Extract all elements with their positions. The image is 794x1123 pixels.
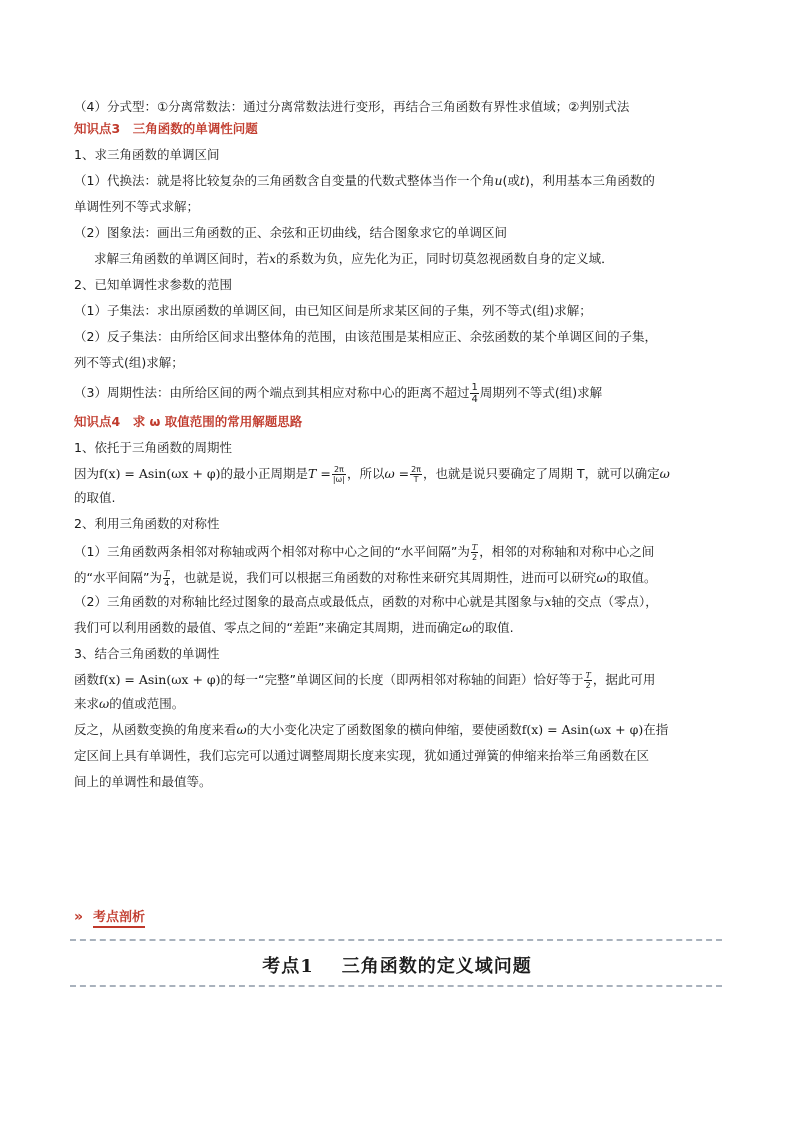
para-periodicity: 1、依托于三角函数的周期性 <box>74 440 232 455</box>
para-anti-subset-cont: 列不等式(组)求解； <box>74 355 184 370</box>
para-conversely-end: 间上的单调性和最值等。 <box>74 774 212 789</box>
para-param-range: 2、已知单调性求参数的范围 <box>74 277 232 292</box>
para-symmetry: 2、利用三角函数的对称性 <box>74 516 220 531</box>
para-substitution: （1）代换法：就是将比较复杂的三角函数含自变量的代数式整体当作一个角u(或t)，利用基本三角函数的 <box>74 173 655 188</box>
section-label: 考点剖析 <box>93 906 145 928</box>
para-coefficient-note: 求解三角函数的单调区间时，若x的系数为负，应先化为正，同时切莫忽视函数自身的定义域． <box>94 251 614 266</box>
heading-point-4: 知识点4 求 ω 取值范围的常用解题思路 <box>74 414 303 429</box>
para-symmetry-2-cont: 我们可以利用函数的最值、零点之间的“差距”来确定其周期，进而确定ω的取值. <box>74 620 514 635</box>
para-conversely: 反之，从函数变换的角度来看ω的大小变化决定了函数图象的横向伸缩，要使函数f(x) = Asin(ωx + φ)在指 <box>74 722 669 737</box>
para-anti-subset: （2）反子集法：由所给区间求出整体角的范围，由该范围是某相应正、余弦函数的某个单调区间的子集， <box>74 329 657 344</box>
para-symmetry-2: （2）三角函数的对称轴比经过图象的最高点或最低点，函数的对称中心就是其图象与x轴的交点（零点）， <box>74 594 658 609</box>
fraction-quarter: $\frac{1}{4}$ <box>471 382 478 405</box>
para-subset-method: （1）子集法：求出原函数的单调区间，由已知区间是所求某区间的子集，列不等式(组)求解； <box>74 303 592 318</box>
para-monotonicity: 3、结合三角函数的单调性 <box>74 646 220 661</box>
exam-point-title <box>0 952 794 978</box>
para-monotonic-length: 函数f(x) = Asin(ωx + φ)的每一“完整”单调区间的长度（即两相邻对称轴的间距）恰好等于 $\frac{T}{2}$ ，据此可用 <box>74 671 656 690</box>
divider-top <box>70 939 722 941</box>
para-conversely-cont: 定区间上具有单调性，我们忘完可以通过调整周期长度来实现，犹如通过弹簧的伸缩来抬举三角函数在区 <box>74 748 650 763</box>
double-chevron-icon: » <box>74 909 84 925</box>
para-symmetry-1: （1）三角函数两条相邻对称轴或两个相邻对称中心之间的“水平间隔”为 $\frac{T}{2}$ ，相邻的对称轴和对称中心之间 <box>74 543 655 562</box>
para-period-formula: 因为f(x) = Asin(ωx + φ)的最小正周期是T = $\frac{2\pi}{|\omega|}$ ，所以ω = $\frac{2\pi}{T}$ ，也就是说只要确定了周期 T，就可以确定ω <box>74 465 670 484</box>
para-fraction-type: （4）分式型：①分离常数法：通过分离常数法进行变形，再结合三角函数有界性求值域；②判别式法 <box>74 99 630 114</box>
para-substitution-cont: 单调性列不等式求解； <box>74 199 200 214</box>
fraction-2pi-omega: $\frac{2\pi}{|\omega|}$ <box>332 465 345 484</box>
para-symmetry-1-cont: 的“水平间隔”为 $\frac{T}{4}$ ，也就是说，我们可以根据三角函数的对称性来研究其周期性，进而可以研究ω的取值。 <box>74 569 657 588</box>
para-monotonic-length-cont: 来求ω的值或范围。 <box>74 696 185 711</box>
heading-point-3: 知识点3 三角函数的单调性问题 <box>74 121 258 136</box>
para-period-formula-cont: 的取值. <box>74 490 116 505</box>
fraction-2pi-t: $\frac{2\pi}{T}$ <box>411 465 421 484</box>
para-monotonic-intro: 1、求三角函数的单调区间 <box>74 147 220 162</box>
exam-point-number: 考点1 <box>262 956 314 977</box>
para-graph-method: （2）图象法：画出三角函数的正、余弦和正切曲线，结合图象求它的单调区间 <box>74 225 507 240</box>
fraction-t-2: $\frac{T}{2}$ <box>471 543 478 562</box>
document-body <box>74 98 734 791</box>
divider-bottom <box>70 985 722 987</box>
exam-point-text: 三角函数的定义域问题 <box>341 956 532 977</box>
fraction-t-2b: $\frac{T}{2}$ <box>585 671 591 690</box>
section-tab <box>74 906 145 928</box>
para-period-method: （3）周期性法：由所给区间的两个端点到其相应对称中心的距离不超过 $\frac{1}{4}$ 周期列不等式(组)求解 <box>74 382 603 405</box>
fraction-t-4: $\frac{T}{4}$ <box>163 569 170 588</box>
